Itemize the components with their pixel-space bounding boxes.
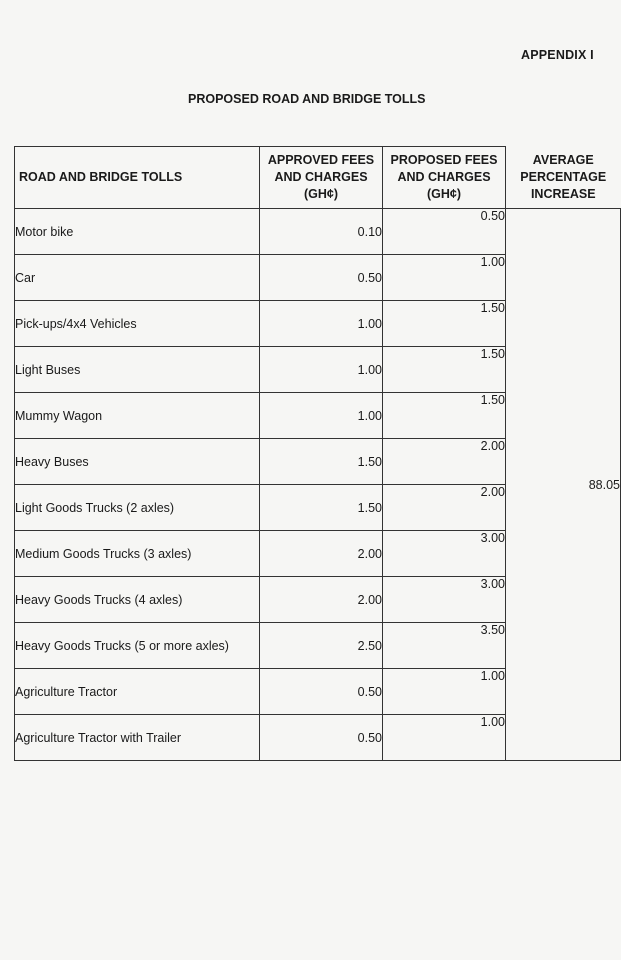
vehicle-category: Light Goods Trucks (2 axles)	[15, 485, 260, 531]
approved-fee: 2.00	[260, 531, 383, 577]
proposed-fee: 1.50	[383, 301, 506, 347]
document-title: PROPOSED ROAD AND BRIDGE TOLLS	[188, 92, 426, 106]
vehicle-category: Medium Goods Trucks (3 axles)	[15, 531, 260, 577]
vehicle-category: Agriculture Tractor	[15, 669, 260, 715]
vehicle-category: Heavy Buses	[15, 439, 260, 485]
vehicle-category: Car	[15, 255, 260, 301]
proposed-fee: 1.50	[383, 347, 506, 393]
approved-fee: 1.50	[260, 439, 383, 485]
proposed-fee: 1.00	[383, 669, 506, 715]
approved-fee: 1.00	[260, 393, 383, 439]
vehicle-category: Heavy Goods Trucks (4 axles)	[15, 577, 260, 623]
vehicle-category: Agriculture Tractor with Trailer	[15, 715, 260, 761]
vehicle-category: Motor bike	[15, 209, 260, 255]
vehicle-category: Light Buses	[15, 347, 260, 393]
header-proposed-fees: PROPOSED FEES AND CHARGES (GH¢)	[383, 147, 506, 209]
header-road-and-bridge-tolls: ROAD AND BRIDGE TOLLS	[15, 147, 260, 209]
approved-fee: 1.50	[260, 485, 383, 531]
average-increase-cell	[506, 209, 621, 761]
header-average-increase: AVERAGE PERCENTAGE INCREASE	[506, 147, 621, 209]
vehicle-category: Heavy Goods Trucks (5 or more axles)	[15, 623, 260, 669]
tolls-table	[14, 146, 621, 761]
appendix-label: APPENDIX I	[521, 48, 594, 62]
proposed-fee: 3.00	[383, 531, 506, 577]
approved-fee: 0.50	[260, 669, 383, 715]
proposed-fee: 2.00	[383, 485, 506, 531]
proposed-fee: 3.00	[383, 577, 506, 623]
table-row	[15, 209, 621, 255]
approved-fee: 1.00	[260, 301, 383, 347]
approved-fee: 0.50	[260, 715, 383, 761]
header-approved-fees: APPROVED FEES AND CHARGES (GH¢)	[260, 147, 383, 209]
vehicle-category: Mummy Wagon	[15, 393, 260, 439]
proposed-fee: 1.00	[383, 715, 506, 761]
approved-fee: 0.50	[260, 255, 383, 301]
approved-fee: 0.10	[260, 209, 383, 255]
proposed-fee: 3.50	[383, 623, 506, 669]
proposed-fee: 2.00	[383, 439, 506, 485]
table-header-row	[15, 147, 621, 209]
proposed-fee: 1.00	[383, 255, 506, 301]
approved-fee: 2.50	[260, 623, 383, 669]
approved-fee: 2.00	[260, 577, 383, 623]
average-percentage-increase: 88.05	[588, 477, 620, 492]
proposed-fee: 0.50	[383, 209, 506, 255]
proposed-fee: 1.50	[383, 393, 506, 439]
vehicle-category: Pick-ups/4x4 Vehicles	[15, 301, 260, 347]
table-body	[15, 209, 621, 761]
approved-fee: 1.00	[260, 347, 383, 393]
